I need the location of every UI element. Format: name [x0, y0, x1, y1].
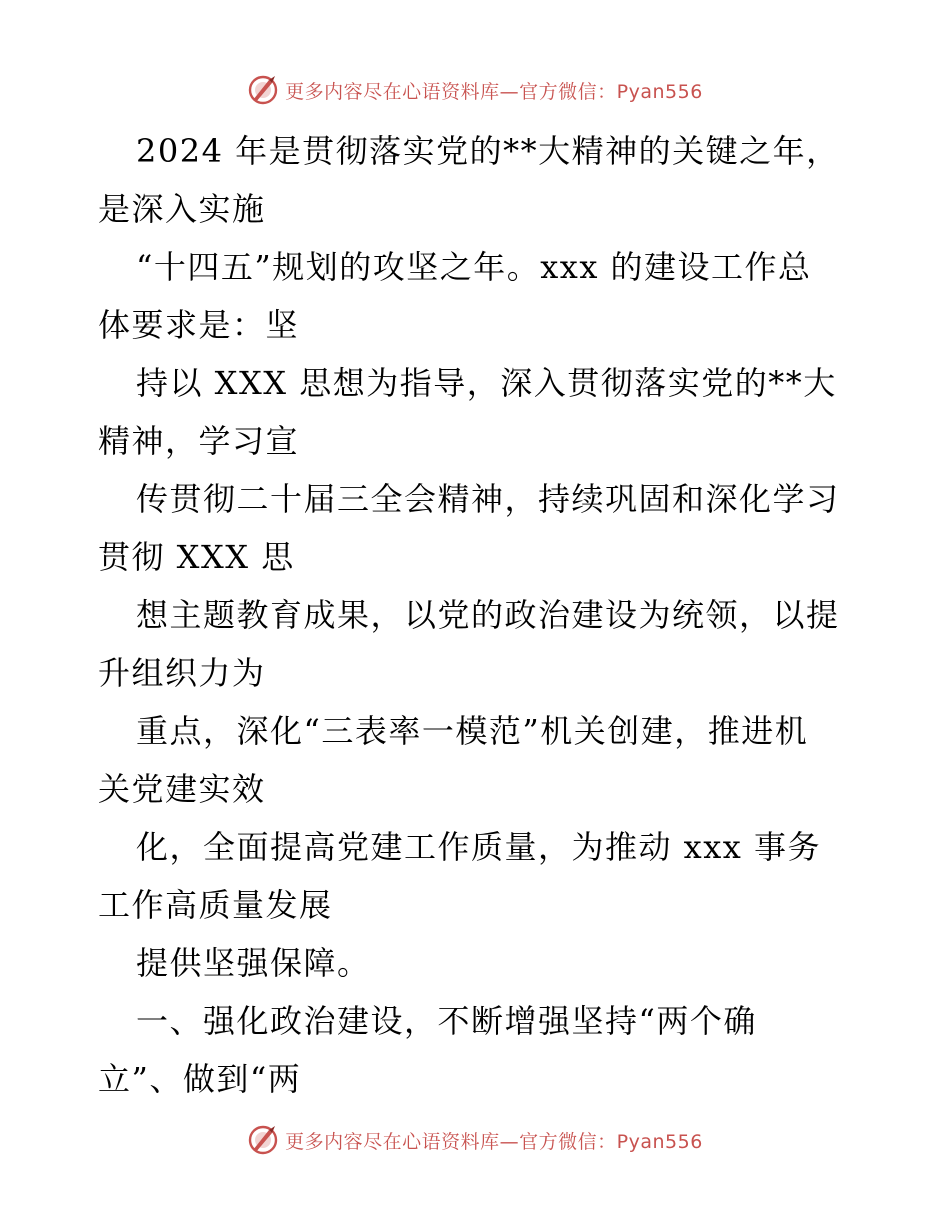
quill-pen-logo-icon	[247, 1124, 279, 1156]
section-heading-line: 一、强化政治建设，不断增强坚持“两个确	[136, 1002, 757, 1040]
footer-banner-text: 更多内容尽在心语资料库—官方微信：Pyan556	[285, 1130, 703, 1153]
text-line: 体要求是：坚	[98, 306, 300, 344]
section-heading-line: 立”、做到“两	[98, 1060, 302, 1098]
footer-banner	[0, 1120, 950, 1160]
text-line: 想主题教育成果，以党的政治建设为统领，以提	[136, 596, 840, 634]
text-line: 是深入实施	[98, 190, 266, 228]
text-line: 化，全面提高党建工作质量，为推动 xxx 事务	[136, 828, 821, 866]
text-line: 重点，深化“三表率一模范”机关创建，推进机	[136, 712, 809, 750]
quill-pen-logo-icon	[247, 74, 279, 106]
header-banner	[0, 70, 950, 110]
text-line: 传贯彻二十届三全会精神，持续巩固和深化学习	[136, 480, 840, 518]
text-line: 提供坚强保障。	[136, 944, 371, 982]
text-line: 2024 年是贯彻落实党的**大精神的关键之年，	[136, 132, 840, 170]
text-line: 精神，学习宣	[98, 422, 300, 460]
text-line: 升组织力为	[98, 654, 266, 692]
header-banner-text: 更多内容尽在心语资料库—官方微信：Pyan556	[285, 80, 703, 103]
text-line: 工作高质量发展	[98, 886, 333, 924]
text-line: 持以 XXX 思想为指导，深入贯彻落实党的**大	[136, 364, 837, 402]
text-line: “十四五”规划的攻坚之年。xxx 的建设工作总	[136, 248, 812, 286]
text-line: 贯彻 XXX 思	[98, 538, 295, 576]
document-body	[98, 122, 888, 1108]
text-line: 关党建实效	[98, 770, 266, 808]
